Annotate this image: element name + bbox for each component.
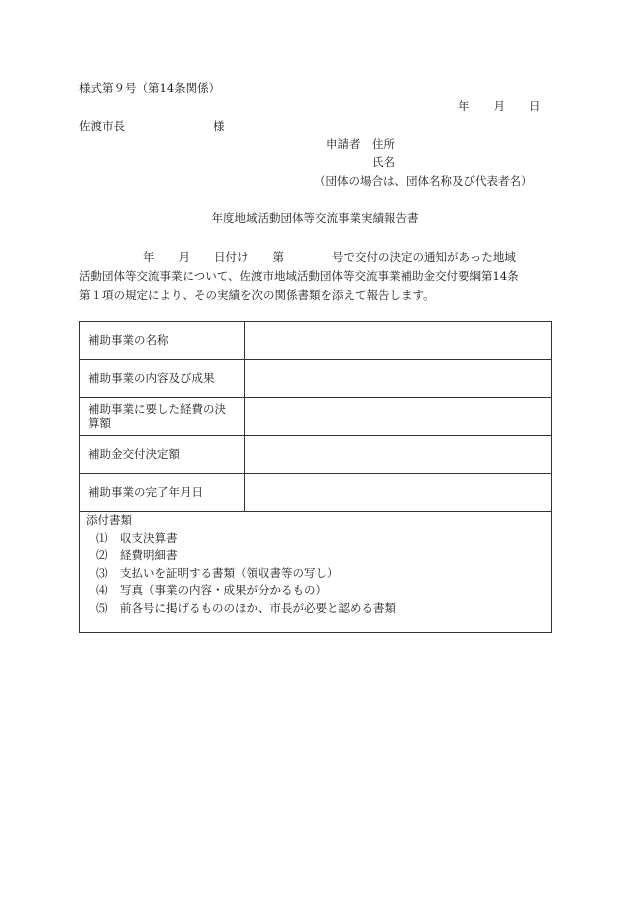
applicant-address-label: 住所 <box>372 137 395 151</box>
body-number-prefix: 第 <box>272 250 284 264</box>
attachments-row <box>80 512 552 633</box>
group-note: （団体の場合は、団体名称及び代表者名） <box>314 174 533 188</box>
row-label: 補助事業の内容及び成果 <box>80 360 245 398</box>
date-line <box>458 100 541 114</box>
date-year: 年 <box>458 99 470 113</box>
report-table <box>79 321 552 633</box>
table-row <box>80 322 552 360</box>
table-row <box>80 474 552 512</box>
addressee-name: 佐渡市長 <box>79 119 125 133</box>
attachments-cell <box>80 512 552 633</box>
applicant-name-label: 氏名 <box>372 155 395 169</box>
body-line-1 <box>79 248 551 267</box>
body-line-3: 第１項の規定により、その実績を次の関係書類を添えて報告します。 <box>79 288 435 302</box>
body-line1-rest: 号で交付の決定の通知があった地域 <box>332 250 516 264</box>
form-number: 様式第９号（第14条関係） <box>79 81 221 95</box>
attachment-item: ⑷ 写真（事業の内容・成果が分かるもの） <box>96 583 327 598</box>
document-title: 年度地域活動団体等交流事業実績報告書 <box>211 211 419 225</box>
row-value <box>245 360 552 398</box>
date-day: 日 <box>529 99 541 113</box>
row-label: 補助事業の名称 <box>80 322 245 360</box>
attachment-item: ⑴ 収支決算書 <box>96 530 178 545</box>
body-month: 月 <box>178 250 190 264</box>
body-date-suffix: 日付け <box>214 250 249 264</box>
date-month: 月 <box>493 99 505 113</box>
body-line-2: 活動団体等交流事業について、佐渡市地域活動団体等交流事業補助金交付要綱第14条 <box>79 269 519 283</box>
table-row <box>80 360 552 398</box>
table-row <box>80 436 552 474</box>
row-value <box>245 322 552 360</box>
row-value <box>245 436 552 474</box>
row-label: 補助金交付決定額 <box>80 436 245 474</box>
row-value <box>245 398 552 436</box>
body-text <box>79 248 551 305</box>
addressee-honorific: 様 <box>213 119 225 133</box>
row-label: 補助事業の完了年月日 <box>80 474 245 512</box>
body-year: 年 <box>143 250 155 264</box>
addressee <box>79 119 225 134</box>
table-row <box>80 398 552 436</box>
row-label: 補助事業に要した経費の決算額 <box>80 398 245 436</box>
attachment-item: ⑸ 前各号に掲げるもののほか、市長が必要と認める書類 <box>96 600 396 615</box>
attachment-item: ⑵ 経費明細書 <box>96 548 178 563</box>
applicant-label: 申請者 <box>326 137 361 151</box>
attachments-heading: 添付書類 <box>86 513 132 527</box>
row-value <box>245 474 552 512</box>
attachment-item: ⑶ 支払いを証明する書類（領収書等の写し） <box>96 565 339 580</box>
